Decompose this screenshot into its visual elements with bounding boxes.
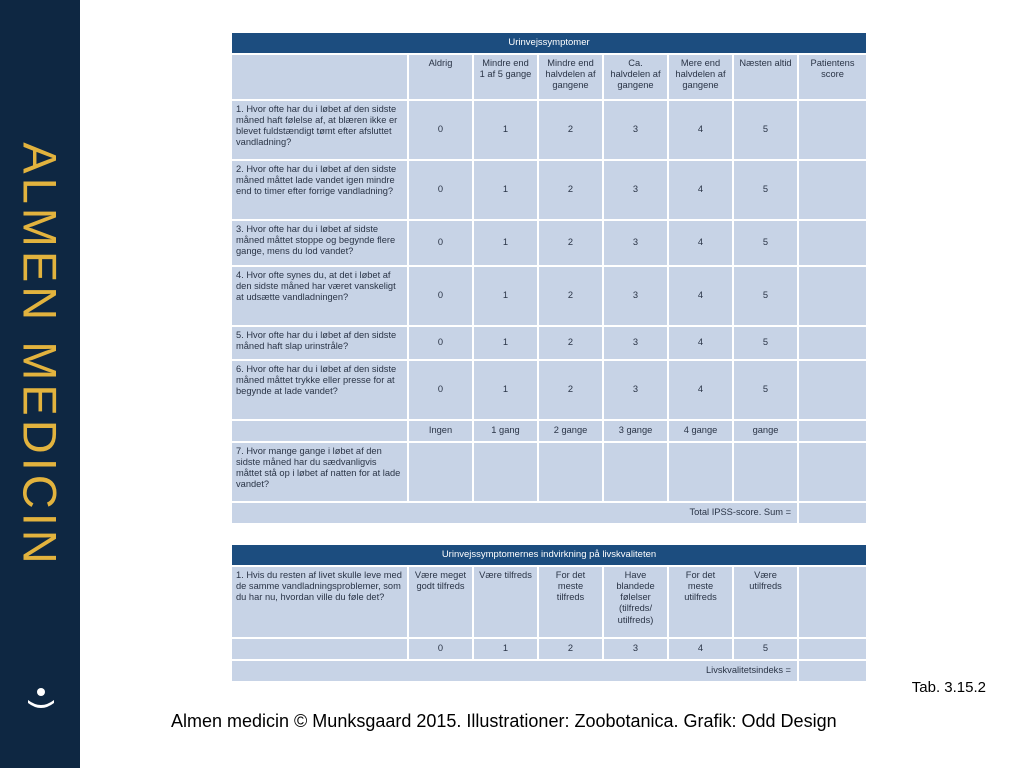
question-text: 7. Hvor mange gange i løbet af den sidste måned har du sædvanligvis måttet stå op i løbet af natten for at lade vandet? [231, 442, 408, 502]
column-header: Ca. halvdelen af gangene [603, 54, 668, 100]
column-header: Aldrig [408, 54, 473, 100]
score-value: 1 [473, 638, 538, 660]
score-value: 0 [408, 100, 473, 160]
score-value: 1 [473, 266, 538, 326]
table-row [231, 100, 867, 160]
question-text: 2. Hvor ofte har du i løbet af den sidste måned måttet lade vandet igen mindre end to timer efter forrige vandladning? [231, 160, 408, 220]
question-text: 5. Hvor ofte har du i løbet af den sidste måned haft slap urinstråle? [231, 326, 408, 360]
answer-option: Være meget godt tilfreds [408, 566, 473, 638]
table-caption: Tab. 3.15.2 [911, 679, 986, 696]
patient-score-cell[interactable] [798, 100, 867, 160]
table-row [231, 660, 867, 682]
table-row [231, 566, 867, 638]
brand-sidebar [0, 0, 80, 768]
table-row [231, 442, 867, 502]
nocturia-header: 2 gange [538, 420, 603, 442]
nocturia-header: 1 gang [473, 420, 538, 442]
question-text: 1. Hvor ofte har du i løbet af den sidste måned haft følelse af, at blæren ikke er blevet fuldstændigt tømt efter afsluttet vandladning? [231, 100, 408, 160]
table-row [231, 638, 867, 660]
score-value: 3 [603, 160, 668, 220]
score-value: 4 [668, 326, 733, 360]
score-value: 5 [733, 326, 798, 360]
empty-cell [538, 442, 603, 502]
table-row [231, 220, 867, 266]
score-value: 2 [538, 326, 603, 360]
table-row [231, 502, 867, 524]
score-value: 4 [668, 220, 733, 266]
copyright-credit: Almen medicin © Munksgaard 2015. Illustrationer: Zoobotanica. Grafik: Odd Design [171, 711, 837, 731]
patient-score-cell[interactable] [798, 220, 867, 266]
column-header: Mindre end 1 af 5 gange [473, 54, 538, 100]
score-value: 5 [733, 266, 798, 326]
column-header: Næsten altid [733, 54, 798, 100]
score-value: 4 [668, 160, 733, 220]
quality-of-life-table [230, 543, 868, 683]
table-row [231, 160, 867, 220]
empty-cell [668, 442, 733, 502]
patient-score-cell[interactable] [798, 360, 867, 420]
question-text: 4. Hvor ofte synes du, at det i løbet af den sidste måned har været vanskeligt at udsætte vandladningen? [231, 266, 408, 326]
patient-score-cell[interactable] [798, 326, 867, 360]
nocturia-header: 3 gange [603, 420, 668, 442]
score-value: 4 [668, 100, 733, 160]
question-text: 3. Hvor ofte har du i løbet af sidste måned måttet stoppe og begynde flere gange, mens du lod vandet? [231, 220, 408, 266]
score-value: 3 [603, 100, 668, 160]
score-value: 2 [538, 266, 603, 326]
score-value: 1 [473, 100, 538, 160]
answer-option: Have blandede følelser (tilfreds/ utilfreds) [603, 566, 668, 638]
answer-option: Være tilfreds [473, 566, 538, 638]
score-value: 4 [668, 360, 733, 420]
table-row [231, 266, 867, 326]
empty-cell [733, 442, 798, 502]
answer-option: For det meste tilfreds [538, 566, 603, 638]
score-value: 5 [733, 160, 798, 220]
nocturia-header: Ingen [408, 420, 473, 442]
table-row [231, 420, 867, 442]
patient-score-cell[interactable] [798, 638, 867, 660]
score-value: 2 [538, 638, 603, 660]
score-value: 0 [408, 326, 473, 360]
answer-option: Være utilfreds [733, 566, 798, 638]
total-score-cell[interactable] [798, 502, 867, 524]
nocturia-header: 4 gange [668, 420, 733, 442]
publisher-logo-icon [26, 686, 56, 712]
urinary-symptoms-table [230, 31, 868, 525]
header-corner [231, 54, 408, 100]
column-header: Mere end halvdelen af gangene [668, 54, 733, 100]
patient-score-cell[interactable] [798, 160, 867, 220]
score-value: 1 [473, 326, 538, 360]
score-value: 1 [473, 360, 538, 420]
table-row [231, 360, 867, 420]
score-value: 1 [473, 220, 538, 266]
answer-option: For det meste utilfreds [668, 566, 733, 638]
empty-cell [408, 442, 473, 502]
score-value: 0 [408, 360, 473, 420]
score-value: 3 [603, 220, 668, 266]
empty-cell [798, 566, 867, 638]
score-value: 3 [603, 266, 668, 326]
score-value: 4 [668, 638, 733, 660]
score-value: 2 [538, 100, 603, 160]
score-value: 3 [603, 360, 668, 420]
question-text: 6. Hvor ofte har du i løbet af den sidste måned måttet trykke eller presse for at begynde at lade vandet? [231, 360, 408, 420]
empty-cell [798, 420, 867, 442]
score-value: 0 [408, 266, 473, 326]
score-value: 2 [538, 220, 603, 266]
quality-index-label: Livskvalitetsindeks = [231, 660, 798, 682]
patient-score-cell[interactable] [798, 442, 867, 502]
brand-title: ALMEN MEDICIN [13, 142, 67, 568]
empty-cell [473, 442, 538, 502]
score-value: 5 [733, 220, 798, 266]
table-row [231, 326, 867, 360]
score-value: 2 [538, 360, 603, 420]
column-header: Mindre end halvdelen af gangene [538, 54, 603, 100]
score-value: 0 [408, 220, 473, 266]
score-value: 5 [733, 360, 798, 420]
score-value: 5 [733, 100, 798, 160]
quality-index-cell[interactable] [798, 660, 867, 682]
empty-cell [231, 638, 408, 660]
score-value: 4 [668, 266, 733, 326]
score-value: 3 [603, 326, 668, 360]
score-value: 2 [538, 160, 603, 220]
score-value: 5 [733, 638, 798, 660]
score-value: 3 [603, 638, 668, 660]
table-title: Urinvejssymptomernes indvirkning på livskvaliteten [231, 544, 867, 566]
empty-cell [603, 442, 668, 502]
score-value: 0 [408, 160, 473, 220]
nocturia-header: gange [733, 420, 798, 442]
score-value: 0 [408, 638, 473, 660]
question-text: 1. Hvis du resten af livet skulle leve med de samme vandladningsproblemer, som du har nu, hvordan ville du føle det? [231, 566, 408, 638]
patient-score-cell[interactable] [798, 266, 867, 326]
table-title: Urinvejssymptomer [231, 32, 867, 54]
empty-cell [231, 420, 408, 442]
score-value: 1 [473, 160, 538, 220]
column-header: Patientens score [798, 54, 867, 100]
total-score-label: Total IPSS-score. Sum = [231, 502, 798, 524]
